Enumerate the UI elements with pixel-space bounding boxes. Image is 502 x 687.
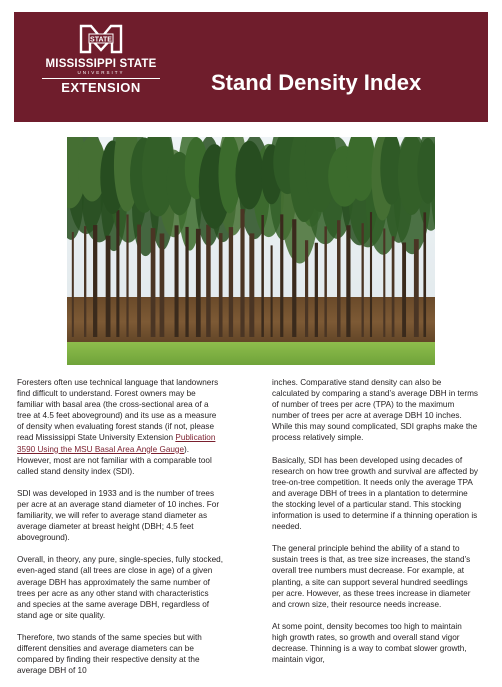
logo-line-2: UNIVERSITY [77, 70, 125, 75]
paragraph: Therefore, two stands of the same species but with different densities and average diameters can be compared by finding their respective density at the average DBH of 10 [17, 632, 202, 676]
paragraph: The general principle behind the ability of a stand to sustain trees is that, as tree size increases, the stand’s overall tree numbers must decrease. For example, at planting, a site can support several hundred seedlings per acre. However, as these trees increase in diameter and crown size, their resource needs increase. [272, 544, 471, 609]
paragraph-text: Foresters often use technical language that landowners find difficult to understand. Forest owners may be familiar with basal area (the cross-sectional area of a tree at 4.5 feet aboveground) and its use as a measure of density when evaluating forest stands (if not, please read Mississippi State University Extension [17, 378, 219, 443]
paragraph [17, 377, 223, 477]
paragraph: Basically, SDI has been developed using decades of research on how tree growth and survival are affected by tree-on-tree competition. It needs only the average TPA and average DBH of trees in a plantation to determine the stocking level of a particular stand. This stocking information is used to determine if a thinning operation is needed. [272, 455, 479, 532]
paragraph-text: ). However, most are not familiar with a comparable tool called stand density index (SDI). [17, 444, 212, 476]
logo-divider [42, 78, 160, 79]
logo-shield-text: STATE [90, 36, 112, 44]
paragraph: inches. Comparative stand density can also be calculated by comparing a stand’s average DBH in terms of number of trees per acre (TPA) to the maximum number of trees per acre at average DBH 10 inches. While this may sound complicated, SDI graphs make the process relatively simple. [272, 378, 479, 443]
logo-line-3: EXTENSION [61, 80, 141, 95]
header-banner [14, 12, 488, 122]
msu-m-logo-icon [79, 22, 123, 56]
paragraph: SDI was developed in 1933 and is the number of trees per acre at an average stand diameter of 10 inches. For familiarity, we will refer to average stand diameter as average diameter at breast height (DBH; 4.5 feet aboveground). [17, 488, 220, 543]
body-column-left [17, 377, 223, 687]
publication-link[interactable]: Publication 3590 Using the MSU Basal Area Angle Gauge [17, 433, 216, 454]
body-column-right [272, 377, 478, 676]
msu-extension-logo [36, 22, 166, 112]
forest-image-icon [67, 137, 435, 365]
paragraph: Overall, in theory, any pure, single-species, fully stocked, even-aged stand (all trees are close in age) of a given average DBH has approximately the same number of trees per acre as any other stand with characteristics and species at the same average DBH, regardless of stand age or site quality. [17, 555, 223, 620]
paragraph: At some point, density becomes too high to maintain high growth rates, so growth and overall stand vigor decrease. Thinning is a way to combat slower growth, maintain vigor, [272, 621, 467, 665]
pine-stand-photo [67, 137, 435, 365]
page-title: Stand Density Index [211, 70, 422, 95]
logo-line-1: MISSISSIPPI STATE [45, 58, 157, 70]
